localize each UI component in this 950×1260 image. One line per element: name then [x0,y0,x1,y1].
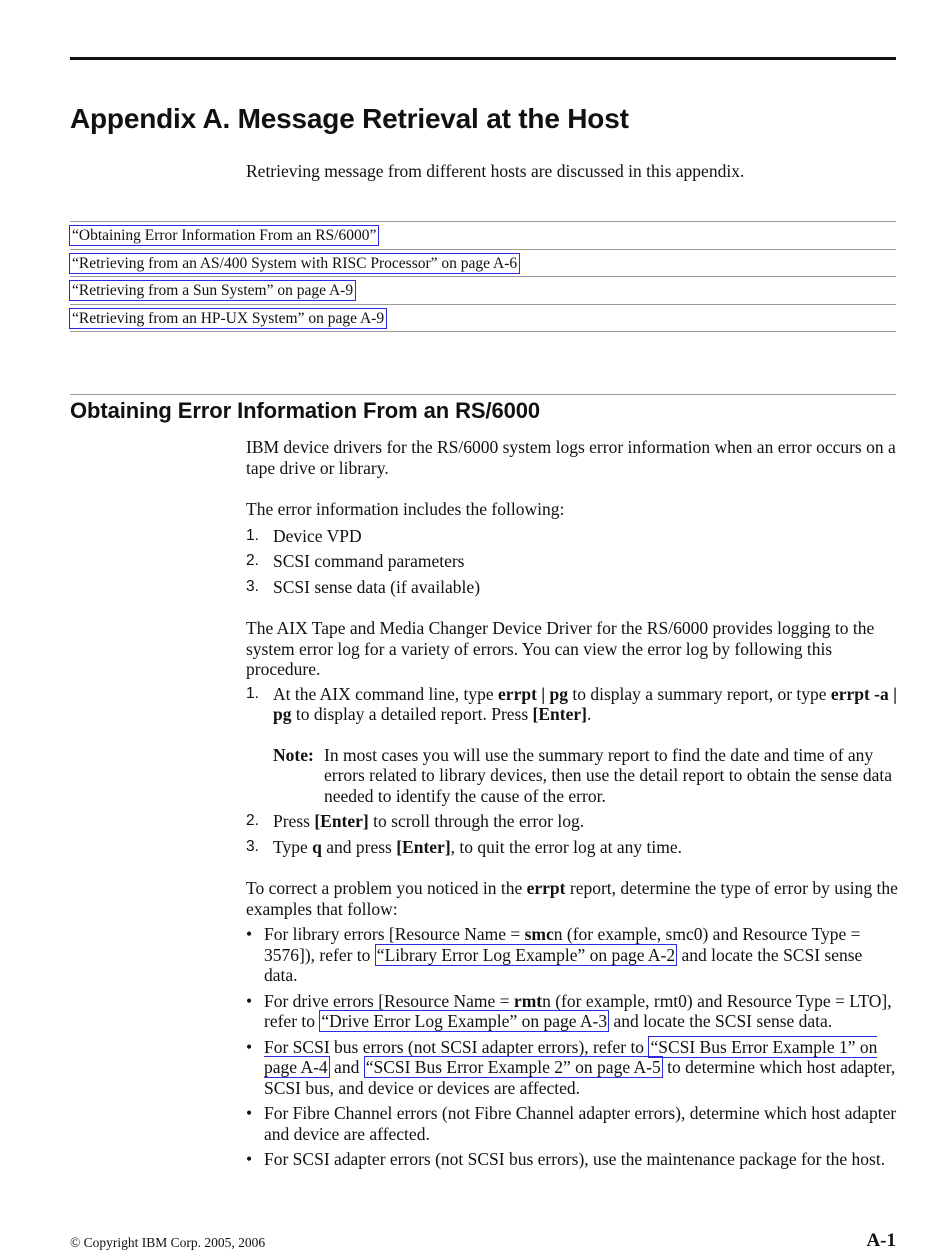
list-item [246,551,898,572]
step-number: 1. [246,684,259,702]
top-rule [70,57,896,60]
step-text: and press [321,836,397,857]
page-title: Appendix A. Message Retrieval at the Host [70,103,629,134]
toc-link-sun[interactable]: “Retrieving from a Sun System” on page A-9 [69,280,356,301]
bullet-mark: • [246,990,253,1011]
key-enter: [Enter] [396,836,451,857]
step-item [246,837,898,858]
paragraph-includes: The error information includes the following: [246,499,565,519]
paragraph-procedure: The AIX Tape and Media Changer Device Driver for the RS/6000 provides logging to the system error log for a variety of errors. You can view the error log by following this procedure. [246,618,875,679]
step-number: 2. [246,812,259,829]
step-text: to scroll through the error log. [368,811,585,831]
step-text: , to quit the error log at any time. [450,836,682,857]
bold-term: rmt [513,990,543,1011]
list-item [246,577,898,598]
page-number: A-1 [866,1230,896,1251]
section-rule [70,394,896,395]
step-text: Type [273,836,313,857]
bullet-text: and [329,1057,364,1077]
step-number: 3. [246,837,259,855]
bullet-item [246,1149,898,1170]
copyright: © Copyright IBM Corp. 2005, 2006 [70,1235,266,1250]
step-text: At the AIX command line, type [273,683,499,704]
note [273,745,898,807]
bullet-text: and locate the SCSI sense data. [609,1011,833,1031]
error-type-list [246,924,898,1170]
bullet-mark: • [246,1036,253,1057]
link-drive-error-log[interactable]: “Drive Error Log Example” on page A-3 [321,1011,608,1031]
bullet-item [246,1103,898,1144]
item-number: 2. [246,552,259,569]
toc-list [70,221,896,332]
note-text: In most cases you will use the summary report to find the date and time of any errors related to library devices, then use the detail report to obtain the sense data needed to identify the cause of the error. [324,744,893,806]
bullet-text: n (for example, smc0) and Resource Type = 3576]), refer to [264,924,861,965]
link-scsi-bus-example-1[interactable]: “SCSI Bus Error Example 1” on page A-4 [264,1036,878,1077]
includes-list [246,526,898,598]
bullet-text: and locate the SCSI sense data. [264,944,863,985]
toc-row [70,276,896,304]
section-body [246,437,898,1175]
toc-link-hpux[interactable]: “Retrieving from an HP-UX System” on page A-9 [69,308,387,329]
bullet-text: n (for example, rmt0) and Resource Type = LTO], refer to [264,990,892,1031]
bullet-mark: • [246,1103,253,1123]
section-heading: Obtaining Error Information From an RS/6000 [70,398,540,423]
toc-row [70,249,896,277]
toc-link-as400[interactable]: “Retrieving from an AS/400 System with RISC Processor” on page A-6 [69,253,520,274]
list-item [246,526,898,547]
intro-text: Retrieving message from different hosts are discussed in this appendix. [246,161,745,181]
toc-row [70,304,896,333]
step-text: to display a detailed report. Press [291,704,533,724]
bullet-mark: • [246,924,253,944]
paragraph-text: To correct a problem you noticed in the [246,878,527,898]
bullet-text: For SCSI adapter errors (not SCSI bus errors), use the maintenance package for the host. [264,1149,886,1169]
step-item [246,684,898,807]
item-number: 1. [246,526,259,544]
toc-link-rs6000[interactable]: “Obtaining Error Information From an RS/6000” [69,225,379,246]
step-text: . [586,704,592,724]
command-errpt: errpt | pg [498,683,568,704]
bullet-text: For drive errors [Resource Name = [264,990,514,1011]
bullet-text: For library errors [Resource Name = [264,924,525,944]
bullet-text: to determine which host adapter, SCSI bus, and device or devices are affected. [264,1057,896,1098]
command-errpt-a: errpt -a | pg [273,683,897,724]
item-text: SCSI command parameters [273,551,465,571]
errpt-term: errpt [526,878,566,898]
step-item [246,811,898,832]
toc-row [70,221,896,249]
key-enter: [Enter] [314,811,369,831]
item-number: 3. [246,577,259,595]
link-library-error-log[interactable]: “Library Error Log Example” on page A-2 [376,944,676,965]
item-text: SCSI sense data (if available) [273,576,481,597]
link-scsi-bus-example-2[interactable]: “SCSI Bus Error Example 2” on page A-5 [365,1057,661,1077]
bullet-item [246,1037,898,1099]
step-text: to display a summary report, or type [567,683,831,704]
paragraph-intro: IBM device drivers for the RS/6000 system logs error information when an error occurs on a tape drive or library. [246,437,896,478]
bullet-text: For SCSI bus errors (not SCSI adapter errors), refer to [264,1036,649,1057]
bullet-text: For Fibre Channel errors (not Fibre Channel adapter errors), determine which host adapter and device are affected. [264,1103,897,1144]
paragraph-correct [246,878,898,919]
key-enter: [Enter] [532,704,587,724]
paragraph-text: report, determine the type of error by using the examples that follow: [246,878,898,919]
bullet-item [246,924,898,986]
key-q: q [312,836,322,857]
note-label: Note: [273,744,314,765]
item-text: Device VPD [273,525,362,546]
step-text: Press [273,811,315,831]
procedure-steps [246,684,898,858]
bold-term: smc [524,924,554,944]
bullet-item [246,991,898,1032]
bullet-mark: • [246,1149,253,1169]
